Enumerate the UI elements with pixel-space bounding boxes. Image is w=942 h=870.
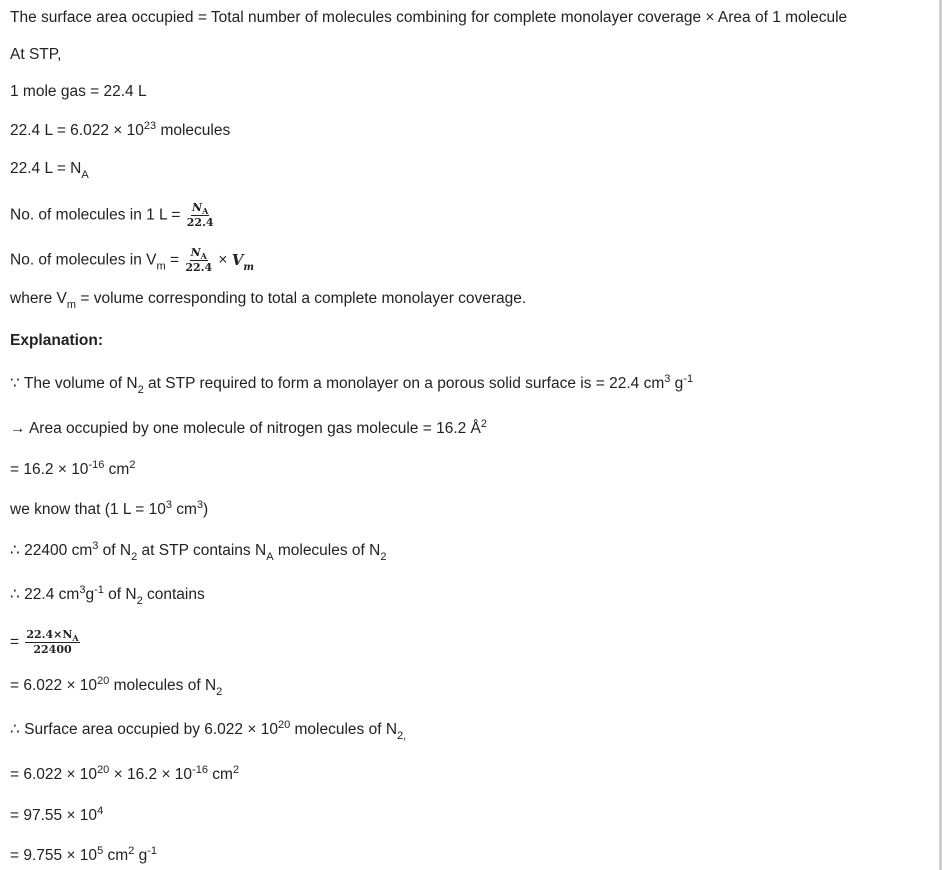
subscript: A <box>202 206 209 216</box>
subscript: 2 <box>137 384 144 396</box>
line-text: × 16.2 × 10 <box>109 766 193 783</box>
line-text: cm <box>104 461 130 478</box>
molecule-count-result-line <box>10 676 222 696</box>
line-text: = <box>165 251 184 269</box>
exponent: -16 <box>192 764 208 776</box>
line-text: = 9.755 × 10 <box>10 847 98 864</box>
line-text: we know that (1 L = 10 <box>10 501 166 518</box>
exponent: 2 <box>129 459 136 471</box>
subscript: 2, <box>397 730 407 742</box>
line-text: of N <box>103 586 137 603</box>
avogadro-volume-line <box>10 121 230 141</box>
line-text: ∴ 22.4 cm <box>10 586 80 603</box>
exponent: 3 <box>79 584 86 596</box>
exponent: 2 <box>232 764 240 776</box>
line-text: molecules of N <box>109 677 217 694</box>
explanation-heading: Explanation: <box>10 332 104 349</box>
exponent: 20 <box>97 764 110 776</box>
subscript: 2 <box>380 551 387 563</box>
line-text: of N <box>98 542 132 559</box>
line-text: cm <box>171 501 197 518</box>
stp-molecules-line <box>10 541 386 561</box>
mole-volume-line <box>10 82 147 102</box>
line-text: where V <box>10 290 67 307</box>
at-stp-line <box>10 45 61 65</box>
exponent: 3 <box>196 499 204 511</box>
denominator: 22400 <box>33 643 72 656</box>
exponent: 5 <box>97 845 104 857</box>
exponent: -1 <box>147 845 157 857</box>
exponent: -16 <box>88 459 105 471</box>
subscript: A <box>81 169 89 181</box>
molecules-in-vm-line <box>10 247 254 274</box>
line-text: ∴ 22400 cm <box>10 542 93 559</box>
subscript: m <box>66 299 77 311</box>
line-text: = 16.2 × 10 <box>10 461 89 478</box>
numerator: 22.4×N <box>26 628 73 641</box>
line-text: 1 mole gas = 22.4 L <box>10 83 147 100</box>
numerator: N <box>190 246 201 259</box>
line-text: No. of molecules in V <box>10 251 157 269</box>
line-text: contains <box>142 586 205 603</box>
line-text: 22.4 L = 6.022 × 10 <box>10 122 144 139</box>
exponent: -1 <box>94 584 104 596</box>
fraction-22-4na-over-22400 <box>25 629 79 656</box>
subscript: m <box>243 261 255 273</box>
fraction-na-over-22-4 <box>185 247 212 274</box>
molecules-per-litre-line <box>10 202 216 229</box>
line-text: molecules of N <box>273 542 381 559</box>
subscript: m <box>156 260 166 273</box>
subscript: 2 <box>216 686 223 698</box>
line-text: = volume corresponding to total a complete monolayer coverage. <box>76 290 527 307</box>
product-calculation-line <box>10 765 239 785</box>
line-text: ) <box>203 501 209 518</box>
line-text: = 6.022 × 10 <box>10 677 98 694</box>
line-text: ∵ The volume of N <box>10 375 138 392</box>
line-text: at STP required to form a monolayer on a porous solid surface is = 22.4 cm <box>143 375 665 392</box>
line-text: 22.4 L = N <box>10 160 82 177</box>
line-text: cm <box>103 847 129 864</box>
line-text: at STP contains N <box>137 542 267 559</box>
intermediate-result-line <box>10 806 103 826</box>
exponent: 4 <box>97 805 104 817</box>
line-text: cm <box>207 766 233 783</box>
area-in-cm2-line <box>10 460 135 480</box>
line-text: = 97.55 × 10 <box>10 807 98 824</box>
subscript: A <box>72 633 79 643</box>
subscript: A <box>200 251 207 261</box>
exponent: 2 <box>480 418 488 430</box>
line-text: = 6.022 × 10 <box>10 766 98 783</box>
line-text: The surface area occupied = Total number of molecules combining for complete monolayer coverage × Area of 1 molecule <box>10 9 848 26</box>
variable: V <box>231 250 244 269</box>
exponent: 3 <box>664 373 671 385</box>
surface-area-occupied-line <box>10 720 406 740</box>
exponent: 20 <box>277 719 291 731</box>
exponent: 20 <box>97 675 110 687</box>
vm-variable <box>231 250 255 273</box>
line-text: g <box>670 375 684 392</box>
surface-area-definition <box>10 8 847 28</box>
line-text: → Area occupied by one molecule of nitrogen gas molecule = 16.2 Å <box>10 420 481 437</box>
molecule-area-line <box>10 419 487 439</box>
exponent: 23 <box>143 120 157 132</box>
line-text: g <box>85 586 95 603</box>
na-volume-line <box>10 159 89 179</box>
subscript: 2 <box>131 551 138 563</box>
denominator: 22.4 <box>186 216 214 229</box>
line-text: At STP, <box>10 46 62 63</box>
monolayer-volume-line <box>10 374 693 394</box>
line-text: = <box>10 633 24 651</box>
numerator: N <box>192 201 203 214</box>
line-text: g <box>134 847 148 864</box>
denominator: 22.4 <box>185 261 213 274</box>
subscript: 2 <box>136 595 143 607</box>
fraction-na-over-22-4 <box>187 202 214 229</box>
subscript: A <box>266 551 274 563</box>
line-text: ∴ Surface area occupied by 6.022 × 10 <box>10 721 278 738</box>
line-text: molecules <box>156 122 231 139</box>
times-sign: × <box>214 251 232 269</box>
line-text: molecules of N <box>290 721 398 738</box>
fraction-calculation-line <box>10 629 82 656</box>
litre-conversion-line <box>10 500 208 520</box>
exponent: -1 <box>683 373 694 385</box>
n2-contains-line <box>10 585 205 605</box>
line-text: No. of molecules in 1 L = <box>10 206 185 224</box>
exponent: 2 <box>128 845 135 857</box>
exponent: 3 <box>165 499 172 511</box>
final-result-line <box>10 846 157 866</box>
exponent: 3 <box>92 540 99 552</box>
vm-definition-line <box>10 289 526 309</box>
